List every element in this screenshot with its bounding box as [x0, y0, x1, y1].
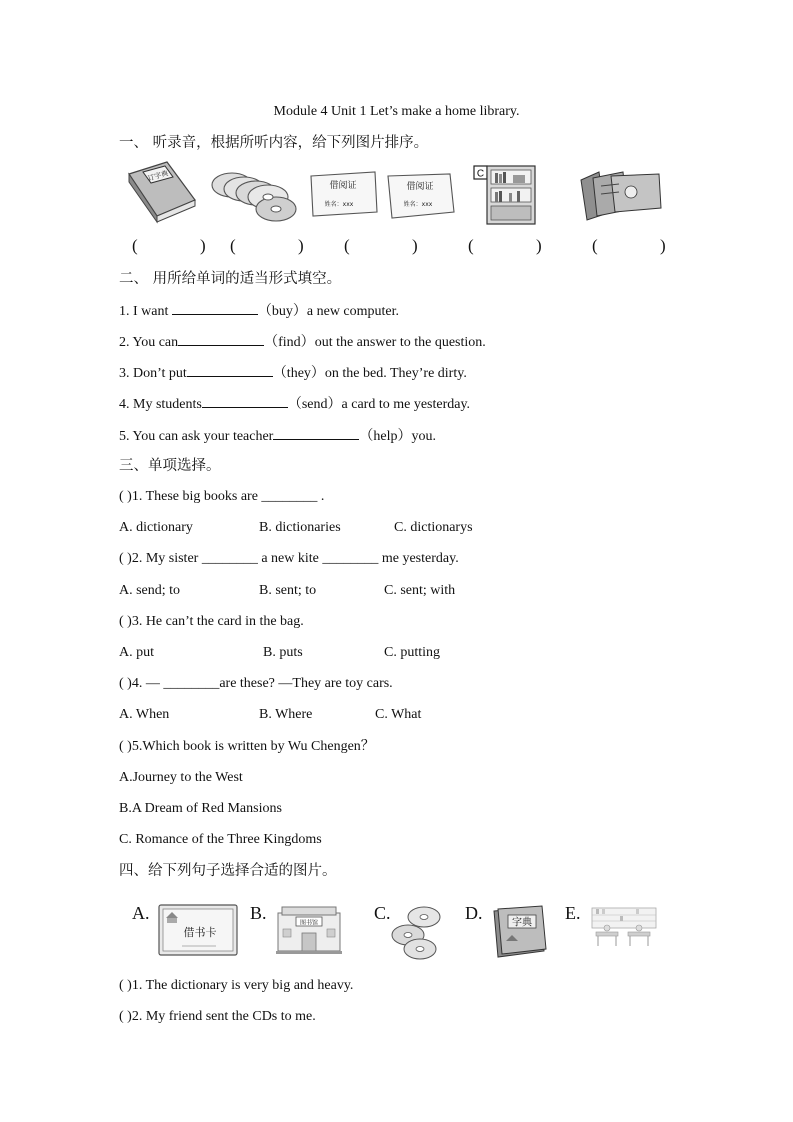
- card-title: 借阅证: [406, 182, 434, 192]
- choice-d-letter: D.: [465, 903, 483, 923]
- borrowing-card-icon: [309, 170, 379, 220]
- answer-paren-open-4: (: [468, 236, 474, 255]
- question-5-stem: ( )5.Which book is written by Wu Chengen？: [119, 739, 375, 754]
- card-title: 借阅证: [329, 181, 357, 191]
- library-sign: 图书馆: [299, 919, 319, 927]
- choice-a-letter: A.: [132, 903, 150, 923]
- choice-c-letter: C.: [374, 903, 391, 923]
- choice-b-letter: B.: [250, 903, 267, 923]
- question-4-stem: ( )4. — ________are these? —They are toy cars.: [119, 676, 393, 691]
- library-card-label: 借书卡: [183, 926, 217, 939]
- fill-blank-item-2: 2. You can （find）out the answer to the question.: [119, 332, 486, 352]
- answer-blank[interactable]: [187, 363, 273, 377]
- question-5-option-b[interactable]: B.A Dream of Red Mansions: [119, 801, 282, 816]
- section-2-heading: 二、 用所给单词的适当形式填空。: [119, 271, 342, 287]
- question-5-option-c[interactable]: C. Romance of the Three Kingdoms: [119, 832, 322, 847]
- answer-paren-close-2: ): [298, 236, 304, 255]
- answer-paren-close-3: ): [412, 236, 418, 255]
- cds-icon[interactable]: [390, 905, 446, 961]
- question-2-option-a[interactable]: A. send; to: [119, 583, 181, 598]
- answer-paren-open-5: (: [592, 236, 598, 255]
- question-1-stem: ( )1. These big books are ________ .: [119, 489, 325, 504]
- reading-room-icon[interactable]: [590, 906, 658, 948]
- section-3-heading: 三、单项选择。: [119, 458, 221, 474]
- dictionary-book-icon[interactable]: [492, 905, 550, 959]
- section-1-heading: 一、 听录音，根据所听内容，给下列图片排序。: [119, 135, 429, 151]
- answer-paren-close-5: ): [660, 236, 666, 255]
- dictionary-book-icon: [125, 160, 197, 224]
- library-card-icon[interactable]: [158, 904, 238, 956]
- fill-blank-item-1: 1. I want （buy）a new computer.: [119, 301, 399, 321]
- bookcase-icon: [473, 165, 539, 227]
- answer-blank[interactable]: [172, 301, 258, 315]
- fill-blank-item-3: 3. Don’t put （they）on the bed. They’re dirty.: [119, 363, 467, 383]
- answer-blank[interactable]: [202, 394, 288, 408]
- match-sentence-1: ( )1. The dictionary is very big and heavy.: [119, 978, 354, 993]
- question-3-option-b[interactable]: B. puts: [263, 645, 303, 660]
- cds-icon: [210, 167, 300, 225]
- card-name-line: 姓名：xxx: [324, 201, 354, 208]
- page-title: Module 4 Unit 1 Let’s make a home library.: [273, 104, 520, 119]
- match-sentence-2: ( )2. My friend sent the CDs to me.: [119, 1009, 316, 1024]
- question-1-option-b[interactable]: B. dictionaries: [259, 520, 341, 535]
- answer-paren-close-1: ): [200, 236, 206, 255]
- answer-paren-open-2: (: [230, 236, 236, 255]
- question-4-option-b[interactable]: B. Where: [259, 707, 313, 722]
- question-4-option-c[interactable]: C. What: [375, 707, 422, 722]
- section-4-heading: 四、给下列句子选择合适的图片。: [119, 863, 337, 879]
- question-2-option-b[interactable]: B. sent; to: [259, 583, 317, 598]
- dictionary-cover-label: 字典: [512, 917, 532, 929]
- question-3-option-c[interactable]: C. putting: [384, 645, 441, 660]
- card-name-line: 姓名：xxx: [403, 201, 433, 208]
- question-3-stem: ( )3. He can’t the card in the bag.: [119, 614, 304, 629]
- question-3-option-a[interactable]: A. put: [119, 645, 154, 660]
- question-4-option-a[interactable]: A. When: [119, 707, 170, 722]
- answer-paren-close-4: ): [536, 236, 542, 255]
- fill-blank-item-4: 4. My students （send）a card to me yesterday.: [119, 394, 470, 414]
- answer-paren-open-1: (: [132, 236, 138, 255]
- dictionary-cover-label: 订字典: [146, 169, 170, 183]
- question-2-option-c[interactable]: C. sent; with: [384, 583, 456, 598]
- fill-blank-item-5: 5. You can ask your teacher （help）you.: [119, 426, 436, 446]
- answer-blank[interactable]: [178, 332, 264, 346]
- question-5-option-a[interactable]: A.Journey to the West: [119, 770, 243, 785]
- answer-blank[interactable]: [273, 426, 359, 440]
- choice-e-letter: E.: [565, 903, 581, 923]
- question-1-option-c[interactable]: C. dictionarys: [394, 520, 473, 535]
- question-2-stem: ( )2. My sister ________ a new kite ________ me yesterday.: [119, 551, 459, 566]
- picture-books-icon: [579, 170, 663, 222]
- bookcase-label: C: [476, 168, 485, 180]
- question-1-option-a[interactable]: A. dictionary: [119, 520, 193, 535]
- library-building-icon[interactable]: [276, 905, 342, 955]
- borrowing-card-icon: [386, 172, 456, 222]
- answer-paren-open-3: (: [344, 236, 350, 255]
